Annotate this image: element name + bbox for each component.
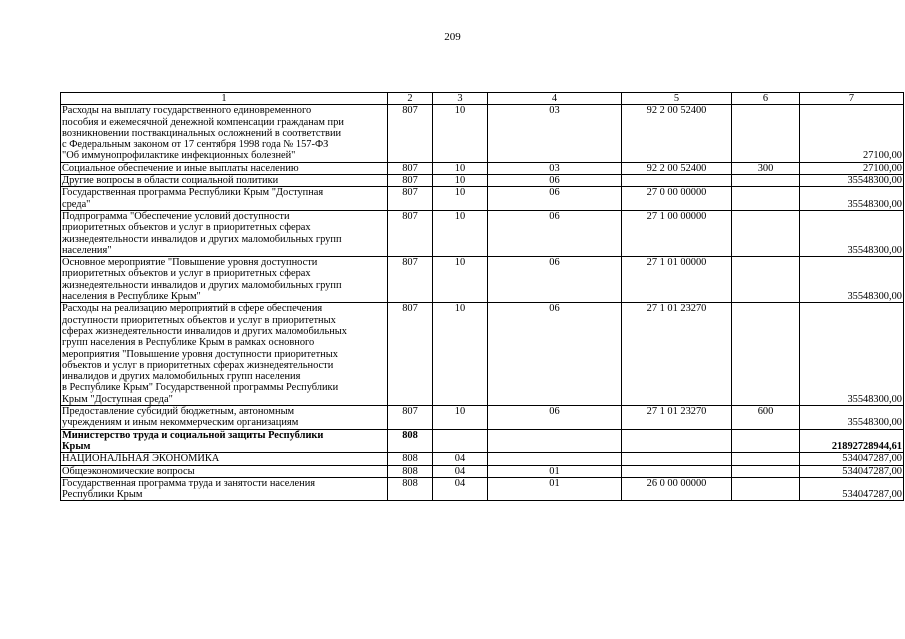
amount-cell: 534047287,00 (800, 477, 904, 501)
row-name-cell (61, 303, 388, 406)
ministry-code-cell: 807 (388, 162, 433, 174)
expense-kind-cell (732, 477, 800, 501)
subsection-code-cell: 03 (488, 162, 622, 174)
target-article-cell (622, 429, 732, 453)
section-code-cell: 10 (433, 210, 488, 256)
row-name-line: Расходы на выплату государственного единовременного (62, 105, 312, 117)
row-name-line: объектов и услуг в приоритетных сферах жизнедеятельности (62, 359, 334, 371)
amount-cell: 27100,00 (800, 162, 904, 174)
row-name-line: сферах жизнедеятельности инвалидов и других маломобильных (62, 325, 347, 337)
expense-kind-cell (732, 210, 800, 256)
budget-table (60, 92, 904, 501)
target-article-cell: 27 1 01 23270 (622, 406, 732, 430)
table-row (61, 210, 904, 256)
section-code-cell: 04 (433, 453, 488, 465)
target-article-cell: 27 1 00 00000 (622, 210, 732, 256)
row-name-cell (61, 477, 388, 501)
section-code-cell: 10 (433, 175, 488, 187)
row-name-line: инвалидов и других маломобильных групп населения (62, 371, 301, 383)
row-name-line: жизнедеятельности инвалидов и других маломобильных групп (62, 233, 342, 245)
row-name-cell (61, 105, 388, 162)
ministry-code-cell: 807 (388, 175, 433, 187)
expense-kind-cell (732, 465, 800, 477)
ministry-code-cell: 807 (388, 303, 433, 406)
expense-kind-cell (732, 105, 800, 162)
ministry-code-cell: 807 (388, 406, 433, 430)
row-name-line: с Федеральным законом от 17 сентября 1998 года № 157-ФЗ (62, 139, 329, 151)
table-header-row (61, 93, 904, 105)
table-row (61, 175, 904, 187)
table-row (61, 453, 904, 465)
column-header: 3 (433, 93, 488, 105)
row-name-line: НАЦИОНАЛЬНАЯ ЭКОНОМИКА (62, 453, 220, 465)
section-code-cell: 04 (433, 477, 488, 501)
table-row (61, 303, 904, 406)
expense-kind-cell: 300 (732, 162, 800, 174)
column-header: 1 (61, 93, 388, 105)
ministry-code-cell: 807 (388, 257, 433, 303)
table-body (61, 93, 904, 501)
row-name-line: в Республике Крым" Государственной программы Республики (62, 382, 339, 394)
target-article-cell: 27 1 01 23270 (622, 303, 732, 406)
row-name-line: Республики Крым (62, 489, 143, 501)
row-name-line: среда" (62, 198, 91, 210)
expense-kind-cell: 600 (732, 406, 800, 430)
row-name-line: Общеэкономические вопросы (62, 465, 195, 477)
row-name-line: Другие вопросы в области социальной политики (62, 175, 279, 187)
row-name-cell (61, 406, 388, 430)
target-article-cell: 26 0 00 00000 (622, 477, 732, 501)
row-name-line: пособия и ежемесячной денежной компенсации гражданам при (62, 116, 344, 128)
row-name-line: "Об иммунопрофилактике инфекционных болезней" (62, 150, 296, 162)
section-code-cell: 10 (433, 162, 488, 174)
row-name-cell (61, 210, 388, 256)
ministry-code-cell: 808 (388, 477, 433, 501)
expense-kind-cell (732, 187, 800, 211)
row-name-line: Подпрограмма "Обеспечение условий доступности (62, 210, 290, 222)
target-article-cell (622, 175, 732, 187)
row-name-cell (61, 187, 388, 211)
row-name-line: Министерство труда и социальной защиты Республики (62, 429, 324, 441)
column-header: 4 (488, 93, 622, 105)
page-number: 209 (444, 31, 461, 43)
row-name-line: населения в Республике Крым" (62, 291, 201, 303)
ministry-code-cell: 808 (388, 429, 433, 453)
amount-cell: 35548300,00 (800, 187, 904, 211)
table-row (61, 465, 904, 477)
subsection-code-cell: 06 (488, 187, 622, 211)
section-code-cell: 10 (433, 187, 488, 211)
section-code-cell: 04 (433, 465, 488, 477)
row-name-line: Крым "Доступная среда" (62, 393, 173, 405)
subsection-code-cell: 06 (488, 303, 622, 406)
expense-kind-cell (732, 429, 800, 453)
row-name-line: населения" (62, 244, 112, 256)
row-name-line: Расходы на реализацию мероприятий в сфере обеспечения (62, 303, 323, 315)
expense-kind-cell (732, 453, 800, 465)
row-name-line: Предоставление субсидий бюджетным, автономным (62, 406, 295, 418)
row-name-line: Государственная программа труда и занятости населения (62, 477, 316, 489)
table-row (61, 162, 904, 174)
ministry-code-cell: 807 (388, 210, 433, 256)
ministry-code-cell: 807 (388, 187, 433, 211)
row-name-cell (61, 429, 388, 453)
row-name-line: групп населения в Республике Крым в рамках основного (62, 337, 315, 349)
section-code-cell: 10 (433, 406, 488, 430)
row-name-cell (61, 453, 388, 465)
table-row (61, 406, 904, 430)
row-name-cell (61, 257, 388, 303)
amount-cell: 35548300,00 (800, 210, 904, 256)
amount-cell: 35548300,00 (800, 257, 904, 303)
expense-kind-cell (732, 257, 800, 303)
target-article-cell (622, 453, 732, 465)
target-article-cell: 92 2 00 52400 (622, 105, 732, 162)
row-name-cell (61, 162, 388, 174)
row-name-cell (61, 175, 388, 187)
table-row (61, 187, 904, 211)
target-article-cell: 92 2 00 52400 (622, 162, 732, 174)
subsection-code-cell: 01 (488, 465, 622, 477)
table-row (61, 477, 904, 501)
subsection-code-cell: 06 (488, 210, 622, 256)
ministry-code-cell: 808 (388, 465, 433, 477)
subsection-code-cell: 06 (488, 406, 622, 430)
table-row (61, 429, 904, 453)
row-name-line: жизнедеятельности инвалидов и других маломобильных групп (62, 279, 342, 291)
subsection-code-cell: 06 (488, 175, 622, 187)
section-code-cell (433, 429, 488, 453)
section-code-cell: 10 (433, 105, 488, 162)
subsection-code-cell (488, 429, 622, 453)
amount-cell: 534047287,00 (800, 465, 904, 477)
table-row (61, 105, 904, 162)
amount-cell: 35548300,00 (800, 406, 904, 430)
row-name-line: возникновении поствакцинальных осложнений в соответствии (62, 127, 342, 139)
row-name-line: приоритетных объектов и услуг в приоритетных сферах (62, 268, 311, 280)
expense-kind-cell (732, 175, 800, 187)
row-name-line: Основное мероприятие "Повышение уровня доступности (62, 257, 318, 269)
subsection-code-cell: 06 (488, 257, 622, 303)
row-name-line: приоритетных объектов и услуг в приоритетных сферах (62, 222, 311, 234)
row-name-line: доступности приоритетных объектов и услуг в приоритетных (62, 314, 336, 326)
amount-cell: 21892728944,61 (800, 429, 904, 453)
subsection-code-cell: 01 (488, 477, 622, 501)
row-name-line: Крым (62, 440, 91, 452)
row-name-line: мероприятия "Повышение уровня доступности приоритетных (62, 348, 338, 360)
amount-cell: 534047287,00 (800, 453, 904, 465)
column-header: 2 (388, 93, 433, 105)
section-code-cell: 10 (433, 303, 488, 406)
ministry-code-cell: 807 (388, 105, 433, 162)
target-article-cell: 27 1 01 00000 (622, 257, 732, 303)
subsection-code-cell: 03 (488, 105, 622, 162)
column-header: 5 (622, 93, 732, 105)
target-article-cell: 27 0 00 00000 (622, 187, 732, 211)
ministry-code-cell: 808 (388, 453, 433, 465)
subsection-code-cell (488, 453, 622, 465)
row-name-line: Государственная программа Республики Крым "Доступная (62, 187, 324, 199)
target-article-cell (622, 465, 732, 477)
row-name-line: Социальное обеспечение и иные выплаты населению (62, 162, 299, 174)
expense-kind-cell (732, 303, 800, 406)
column-header: 6 (732, 93, 800, 105)
column-header: 7 (800, 93, 904, 105)
amount-cell: 35548300,00 (800, 303, 904, 406)
amount-cell: 35548300,00 (800, 175, 904, 187)
row-name-cell (61, 465, 388, 477)
amount-cell: 27100,00 (800, 105, 904, 162)
section-code-cell: 10 (433, 257, 488, 303)
row-name-line: учреждениям и иным некоммерческим организациям (62, 417, 299, 429)
table-row (61, 257, 904, 303)
